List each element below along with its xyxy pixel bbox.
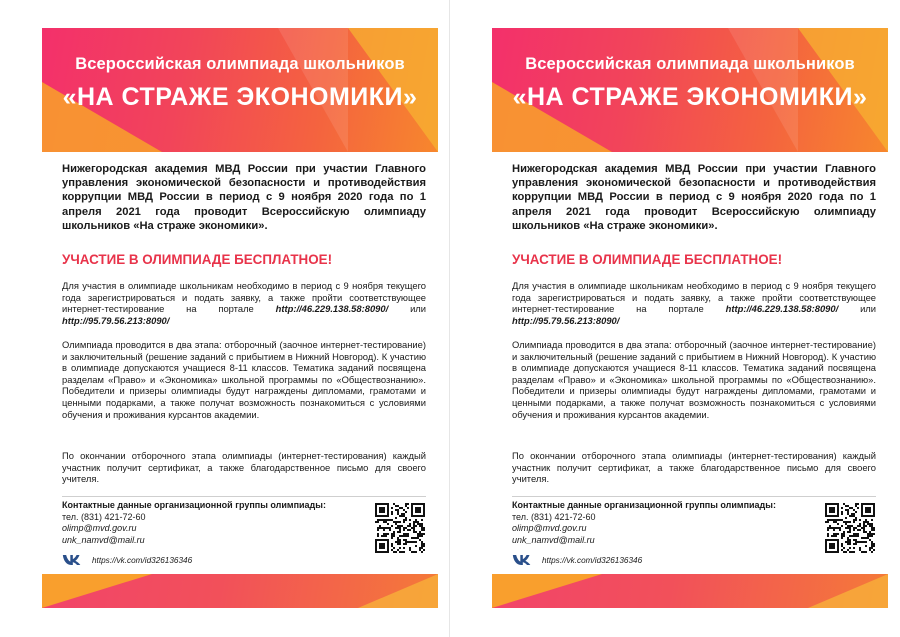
title-line-1: Всероссийская олимпиада школьников [525,55,855,73]
vk-link[interactable]: https://vk.com/id326136346 [92,555,193,565]
vk-logo-icon [62,554,82,566]
certificate-paragraph: По окончании отборочного этапа олимпиады (интернет-тестирования) каждый участник получит сертификат, а также благодарственное письмо для своего учителя. [512,450,876,485]
participation-paragraph [62,280,426,326]
portal-link-2[interactable]: http://95.79.56.213:8090/ [62,314,170,326]
title-line-2: «НА СТРАЖЕ ЭКОНОМИКИ» [62,83,418,111]
contact-email-2[interactable]: unk_namvd@mail.ru [512,534,595,545]
contact-email-2[interactable]: unk_namvd@mail.ru [62,534,145,545]
divider-line [62,496,426,497]
certificate-paragraph: По окончании отборочного этапа олимпиады (интернет-тестирования) каждый участник получит сертификат, а также благодарственное письмо для своего учителя. [62,450,426,485]
divider-line [512,496,876,497]
portal-link-2[interactable]: http://95.79.56.213:8090/ [512,314,620,326]
participation-text: Для участия в олимпиаде школьникам необходимо в период с 9 ноября текущего года зарегистрироваться и подать заявку, а также пройти соответствующее интернет-тестирование на портале [512,280,876,315]
portal-link-1[interactable]: http://46.229.138.58:8090/ [725,303,839,315]
qr-code-icon [375,503,425,553]
vk-row [62,553,192,567]
contacts-heading: Контактные данные организационной группы олимпиады: [62,500,326,510]
vk-link[interactable]: https://vk.com/id326136346 [542,555,643,565]
contacts-heading: Контактные данные организационной группы олимпиады: [512,500,776,510]
free-notice: УЧАСТИЕ В ОЛИМПИАДЕ БЕСПЛАТНОЕ! [512,252,783,267]
header-banner [42,28,438,152]
header-banner [492,28,888,152]
contact-email-1[interactable]: olimp@mvd.gov.ru [62,523,137,534]
stages-paragraph: Олимпиада проводится в два этапа: отборочный (заочное интернет-тестирование) и заключительный (решение заданий с прибытием в Нижний Новгород). К участию в олимпиаде допускаются учащиеся 8-11 классов. Тематика заданий посвящена разделам «Право» и «Экономика» школьной программы по «Обществознанию». Победители и призеры олимпиады будут награждены дипломами, грамотами и ценными подарками, а также получат возможность познакомиться с условиями обучения и проживания курсантов академии. [62,339,426,420]
stages-paragraph: Олимпиада проводится в два этапа: отборочный (заочное интернет-тестирование) и заключительный (решение заданий с прибытием в Нижний Новгород). К участию в олимпиаде допускаются учащиеся 8-11 классов. Тематика заданий посвящена разделам «Право» и «Экономика» школьной программы по «Обществознанию». Победители и призеры олимпиады будут награждены дипломами, грамотами и ценными подарками, а также получат возможность познакомиться с условиями обучения и проживания курсантов академии. [512,339,876,420]
footer-banner [492,574,888,608]
url-separator: или [860,303,877,315]
vk-logo-icon [512,554,532,566]
url-separator: или [410,303,427,315]
intro-paragraph: Нижегородская академия МВД России при участии Главного управления экономической безопасности и противодействия коррупции МВД России в период с 9 ноября 2020 года по 1 апреля 2021 года проводит Всероссийскую олимпиаду школьников «На страже экономики». [512,163,876,232]
poster-right [450,0,900,637]
title-line-2: «НА СТРАЖЕ ЭКОНОМИКИ» [512,83,868,111]
qr-code-icon [825,503,875,553]
contacts-block [512,500,812,546]
footer-banner [42,574,438,608]
free-notice: УЧАСТИЕ В ОЛИМПИАДЕ БЕСПЛАТНОЕ! [62,252,333,267]
portal-link-1[interactable]: http://46.229.138.58:8090/ [275,303,389,315]
participation-text: Для участия в олимпиаде школьникам необходимо в период с 9 ноября текущего года зарегистрироваться и подать заявку, а также пройти соответствующее интернет-тестирование на портале [62,280,426,315]
contacts-block [62,500,362,546]
contact-email-1[interactable]: olimp@mvd.gov.ru [512,523,587,534]
contact-phone: тел. (831) 421-72-60 [512,511,596,522]
contact-phone: тел. (831) 421-72-60 [62,511,146,522]
intro-paragraph: Нижегородская академия МВД России при участии Главного управления экономической безопасности и противодействия коррупции МВД России в период с 9 ноября 2020 года по 1 апреля 2021 года проводит Всероссийскую олимпиаду школьников «На страже экономики». [62,163,426,232]
title-line-1: Всероссийская олимпиада школьников [75,55,405,73]
participation-paragraph [512,280,876,326]
vk-row [512,553,642,567]
